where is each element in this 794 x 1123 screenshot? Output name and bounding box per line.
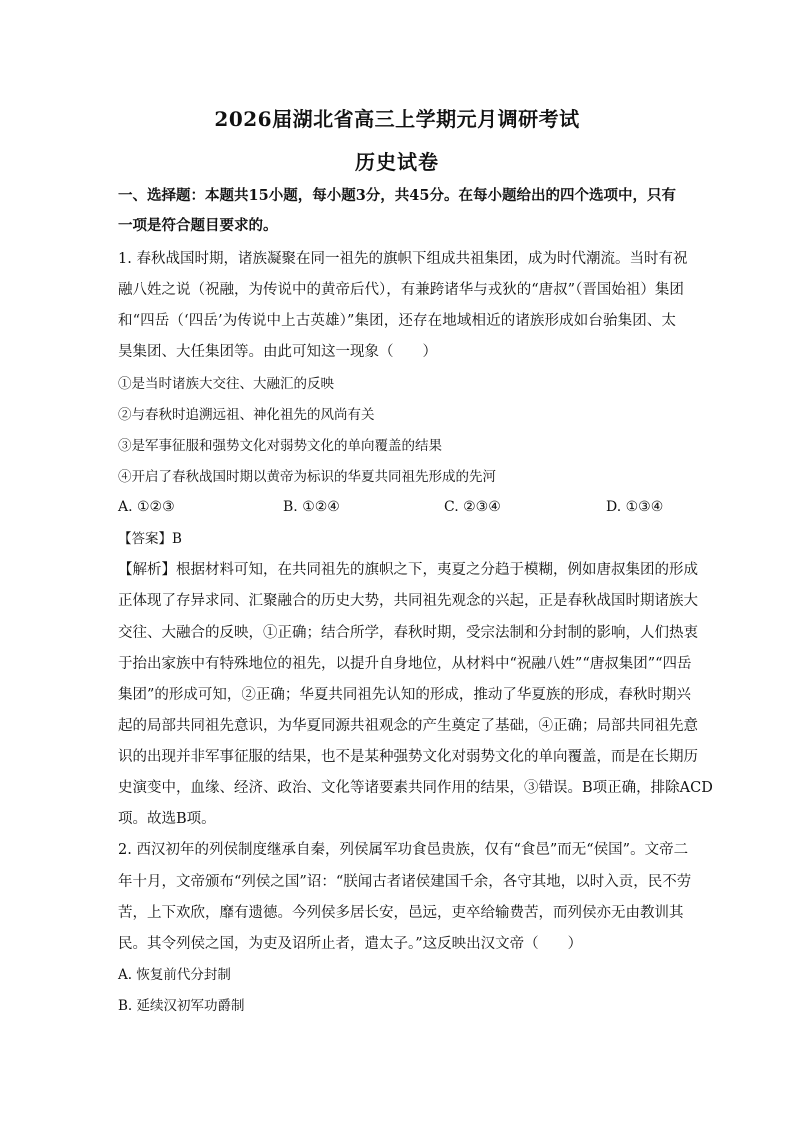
q1-analysis-line: 【解析】根据材料可知，在共同祖先的旗帜之下，夷夏之分趋于模糊，例如唐叔集团的形成 bbox=[118, 562, 698, 578]
section-header-line: 一项是符合题目要求的。 bbox=[118, 217, 278, 234]
q1-statement: ④开启了春秋战国时期以黄帝为标识的华夏共同祖先形成的先河 bbox=[118, 469, 496, 485]
q1-analysis-line: 正体现了存异求同、汇聚融合的历史大势，共同祖先观念的兴起，正是春秋战国时期诸族大 bbox=[118, 593, 698, 609]
q2-option-b: B. 延续汉初军功爵制 bbox=[118, 998, 245, 1014]
q1-statement: ②与春秋时追溯远祖、神化祖先的风尚有关 bbox=[118, 407, 375, 423]
q2-option-a: A. 恢复前代分封制 bbox=[118, 967, 231, 983]
q1-stem-line: 和“四岳（‘四岳’为传说中上古英雄）”集团，还存在地域相近的诸族形成如台骀集团、太 bbox=[118, 313, 676, 329]
q2-stem-line: 年十月，文帝颁布“列侯之国”诏：“朕闻古者诸侯建国千余，各守其地，以时入贡，民不劳 bbox=[118, 874, 692, 890]
q1-stem-line: 1. 春秋战国时期，诸族凝聚在同一祖先的旗帜下组成共祖集团，成为时代潮流。当时有祝 bbox=[118, 251, 688, 267]
q1-analysis-line: 识的出现并非军事征服的结果，也不是某种强势文化对弱势文化的单向覆盖，而是在长期历 bbox=[118, 749, 698, 765]
q1-statement: ①是当时诸族大交往、大融汇的反映 bbox=[118, 376, 334, 392]
q1-option-c: C. ②③④ bbox=[444, 499, 501, 515]
q1-answer: 【答案】B bbox=[118, 531, 182, 547]
q1-option-b: B. ①②④ bbox=[283, 499, 340, 515]
q2-stem-line: 苦，上下欢欣，靡有遗德。今列侯多居长安，邑远，吏卒给输费苦，而列侯亦无由教训其 bbox=[118, 905, 684, 921]
q1-option-d: D. ①③④ bbox=[606, 499, 664, 515]
exam-subject: 历史试卷 bbox=[355, 150, 439, 174]
section-header-line: 一、选择题：本题共15小题，每小题3分，共45分。在每小题给出的四个选项中，只有 bbox=[118, 187, 676, 204]
q1-stem-line: 昊集团、大任集团等。由此可知这一现象（ ） bbox=[118, 344, 437, 360]
q1-analysis-line: 史演变中，血缘、经济、政治、文化等诸要素共同作用的结果，③错误。B项正确，排除ACD bbox=[118, 780, 713, 796]
q1-stem-line: 融八姓之说（祝融，为传说中的黄帝后代），有兼跨诸华与戎狄的“唐叔”（晋国始祖）集团 bbox=[118, 282, 684, 298]
q2-stem-line: 民。其令列侯之国，为吏及诏所止者，遣太子。”这反映出汉文帝（ ） bbox=[118, 936, 583, 952]
q1-analysis-line: 项。故选B项。 bbox=[118, 811, 216, 827]
q1-analysis-line: 交往、大融合的反映，①正确；结合所学，春秋时期，受宗法制和分封制的影响，人们热衷 bbox=[118, 625, 698, 641]
exam-title: 2026届湖北省高三上学期元月调研考试 bbox=[214, 107, 580, 131]
q2-stem-line: 2. 西汉初年的列侯制度继承自秦，列侯属军功食邑贵族，仅有“食邑”而无“侯国”。文帝二 bbox=[118, 842, 689, 858]
q1-analysis-line: 于抬出家族中有特殊地位的祖先，以提升自身地位，从材料中“祝融八姓”“唐叔集团”“四岳 bbox=[118, 656, 692, 672]
q1-option-a: A. ①②③ bbox=[118, 499, 175, 515]
q1-analysis-line: 起的局部共同祖先意识，为华夏同源共祖观念的产生奠定了基础，④正确；局部共同祖先意 bbox=[118, 718, 698, 734]
q1-statement: ③是军事征服和强势文化对弱势文化的单向覆盖的结果 bbox=[118, 438, 442, 454]
q1-analysis-line: 集团”的形成可知，②正确；华夏共同祖先认知的形成，推动了华夏族的形成，春秋时期兴 bbox=[118, 687, 691, 703]
